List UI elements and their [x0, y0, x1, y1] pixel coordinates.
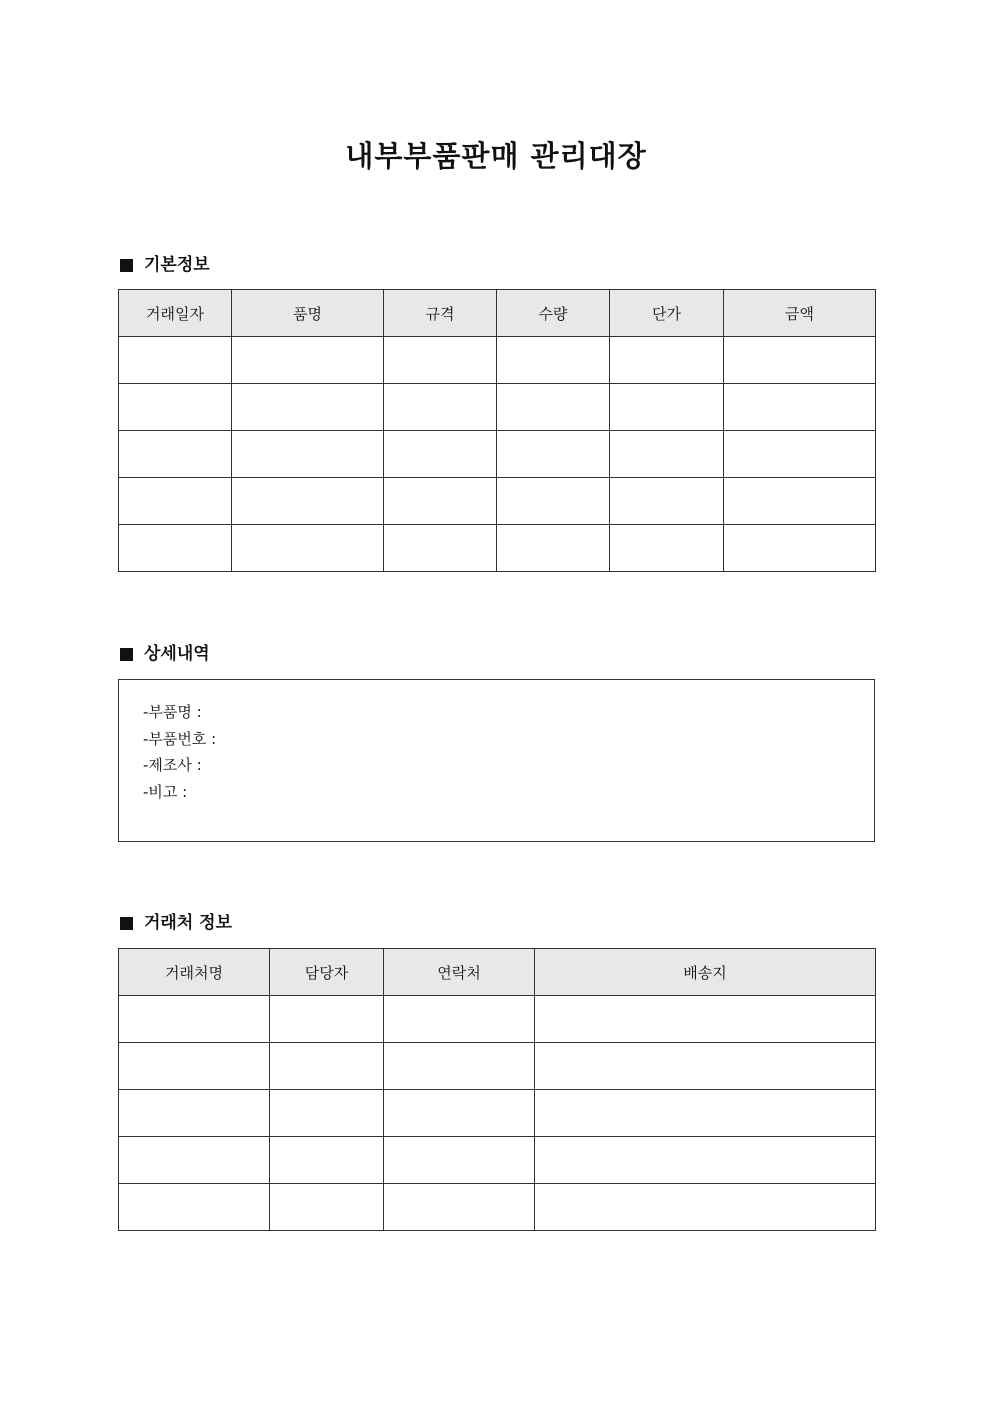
table-cell[interactable] [610, 525, 724, 572]
table-cell[interactable] [270, 1137, 384, 1184]
black-square-icon [120, 648, 133, 661]
table-cell[interactable] [535, 1137, 876, 1184]
table-cell[interactable] [119, 1043, 270, 1090]
table-cell[interactable] [535, 1184, 876, 1231]
column-header-quantity: 수량 [497, 290, 610, 337]
table-cell[interactable] [270, 996, 384, 1043]
table-cell[interactable] [384, 384, 497, 431]
column-header-phone: 연락처 [384, 949, 535, 996]
table-cell[interactable] [724, 337, 876, 384]
column-header-item-name: 품명 [232, 290, 384, 337]
table-cell[interactable] [384, 1090, 535, 1137]
table-cell[interactable] [497, 478, 610, 525]
table-cell[interactable] [610, 337, 724, 384]
column-header-date: 거래일자 [119, 290, 232, 337]
table-cell[interactable] [270, 1184, 384, 1231]
table-row [119, 337, 876, 384]
table-cell[interactable] [232, 384, 384, 431]
table-row [119, 1184, 876, 1231]
table-row [119, 384, 876, 431]
table-cell[interactable] [119, 384, 232, 431]
table-row [119, 478, 876, 525]
detail-lines [143, 699, 216, 805]
table-cell[interactable] [724, 525, 876, 572]
black-square-icon [120, 259, 133, 272]
section-heading-basic [120, 253, 210, 277]
table-cell[interactable] [535, 996, 876, 1043]
table-cell[interactable] [384, 1184, 535, 1231]
table-row [119, 525, 876, 572]
detail-line-part-number: -부품번호 : [143, 729, 217, 748]
detail-line-part-name: -부품명 : [143, 703, 202, 721]
black-square-icon [120, 917, 133, 930]
table-cell[interactable] [535, 1043, 876, 1090]
table-cell[interactable] [384, 1043, 535, 1090]
table-cell[interactable] [384, 525, 497, 572]
table-row [119, 1043, 876, 1090]
table-cell[interactable] [384, 1137, 535, 1184]
column-header-delivery-address: 배송지 [535, 949, 876, 996]
table-cell[interactable] [119, 1184, 270, 1231]
section-heading-basic-label: 기본정보 [144, 255, 210, 275]
column-header-partner-name: 거래처명 [119, 949, 270, 996]
table-cell[interactable] [497, 337, 610, 384]
table-cell[interactable] [724, 431, 876, 478]
table-cell[interactable] [232, 431, 384, 478]
section-heading-detail-label: 상세내역 [144, 644, 210, 664]
partner-info-table [118, 948, 876, 1231]
table-cell[interactable] [119, 525, 232, 572]
table-row [119, 996, 876, 1043]
table-cell[interactable] [119, 337, 232, 384]
table-cell[interactable] [610, 384, 724, 431]
detail-line-remarks: -비고 : [143, 782, 188, 801]
table-cell[interactable] [384, 431, 497, 478]
table-cell[interactable] [119, 431, 232, 478]
table-cell[interactable] [232, 337, 384, 384]
table-cell[interactable] [232, 478, 384, 525]
table-cell[interactable] [384, 337, 497, 384]
table-cell[interactable] [724, 384, 876, 431]
table-cell[interactable] [497, 384, 610, 431]
table-cell[interactable] [232, 525, 384, 572]
table-row [119, 1090, 876, 1137]
section-heading-detail [120, 642, 210, 666]
table-cell[interactable] [119, 478, 232, 525]
section-heading-partner-label: 거래처 정보 [144, 913, 233, 933]
table-cell[interactable] [497, 431, 610, 478]
detail-box[interactable] [118, 679, 875, 842]
document-title: 내부부품판매 관리대장 [345, 139, 647, 173]
table-cell[interactable] [535, 1090, 876, 1137]
table-header-row [119, 290, 876, 337]
table-row [119, 431, 876, 478]
table-cell[interactable] [724, 478, 876, 525]
table-cell[interactable] [610, 431, 724, 478]
detail-line-manufacturer: -제조사 : [143, 756, 202, 774]
column-header-amount: 금액 [724, 290, 876, 337]
table-row [119, 1137, 876, 1184]
table-cell[interactable] [270, 1043, 384, 1090]
table-cell[interactable] [610, 478, 724, 525]
table-cell[interactable] [119, 1137, 270, 1184]
column-header-spec: 규격 [384, 290, 497, 337]
section-heading-partner [120, 911, 232, 935]
table-cell[interactable] [384, 478, 497, 525]
column-header-contact-person: 담당자 [270, 949, 384, 996]
table-cell[interactable] [497, 525, 610, 572]
table-header-row [119, 949, 876, 996]
column-header-unit-price: 단가 [610, 290, 724, 337]
basic-info-table [118, 289, 876, 572]
table-cell[interactable] [119, 1090, 270, 1137]
table-cell[interactable] [270, 1090, 384, 1137]
table-cell[interactable] [384, 996, 535, 1043]
table-cell[interactable] [119, 996, 270, 1043]
